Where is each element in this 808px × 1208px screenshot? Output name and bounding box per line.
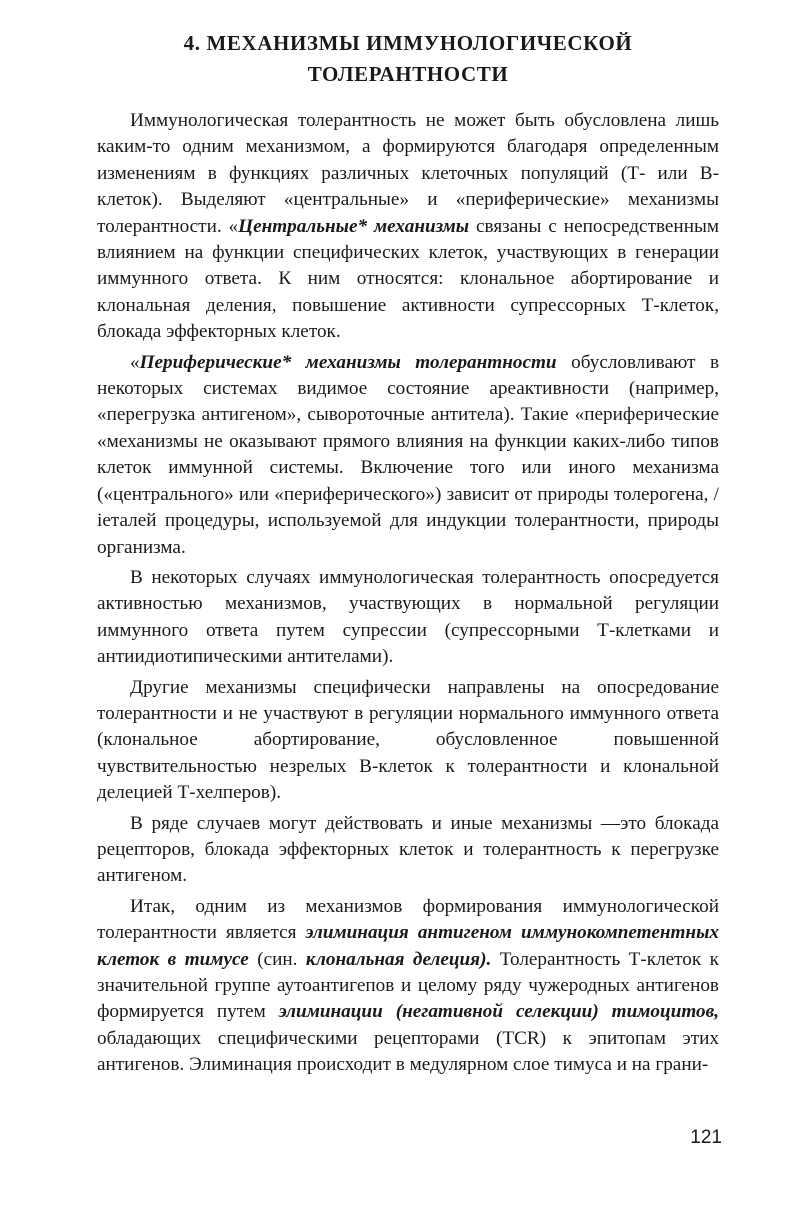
text-run: обладающих специфическими рецепторами (TCR) к эпитопам этих антигенов. Элиминация происходит в медулярном слое тимуса и на грани- xyxy=(97,1027,719,1076)
chapter-heading-line-2: ТОЛЕРАНТНОСТИ xyxy=(307,62,509,86)
emphasized-term: клональная делеция). xyxy=(305,948,492,970)
text-run: « xyxy=(130,351,140,373)
text-run: Иммунологическая толерантность не может быть обусловлена лишь каким-то одним механизмом, а формируются благодаря определенным изменениям в функциях различных клеточных популяций (Т- или В-клеток). Выделяют «центральные» и «периферические» механизмы толерантности. « xyxy=(97,110,719,237)
text-run: Толерантность Т-клеток к значительной группе аутоантигепов и целому ряду чужеродных антигенов формируется путем xyxy=(97,948,720,1023)
text-run: (син. xyxy=(248,948,306,970)
book-page xyxy=(97,28,719,1083)
text-run: В некоторых случаях иммунологическая толерантность опосредуется активностью механизмов, участвующих в нормальной регуляции иммунного ответа путем супрессии (супрессорными Т-клетками и антиидиотипическими антителами). xyxy=(97,566,719,668)
paragraph-2 xyxy=(97,350,719,561)
chapter-heading xyxy=(97,28,719,90)
body-text xyxy=(97,108,719,1079)
emphasized-term: Периферические* механизмы толерантности xyxy=(139,351,557,373)
paragraph-4 xyxy=(97,675,719,807)
page-number: 121 xyxy=(690,1127,722,1148)
text-run: Итак, одним из механизмов формирования иммунологической толерантности является xyxy=(97,895,719,944)
text-run: В ряде случаев могут действовать и иные механизмы —это блокада рецепторов, блокада эффекторных клеток и толерантность к перегрузке антигеном. xyxy=(97,812,719,887)
text-run: Другие механизмы специфически направлены на опосредование толерантности и не участвуют в регуляции нормального иммунного ответа (клональное абортирование, обусловленное повышенной чувствительностью незрелых В-клеток к толерантности и клональной делецией Т-хелперов). xyxy=(97,676,719,804)
paragraph-6 xyxy=(97,894,719,1079)
text-run: связаны с непосредственным влиянием на функции специфических клеток, участвующих в генерации иммунного ответа. К ним относятся: клональное абортирование и клональная деления, повышение активности супрессорных Т-клеток, блокада эффекторных клеток. xyxy=(97,215,719,343)
paragraph-5 xyxy=(97,811,719,890)
paragraph-3 xyxy=(97,565,719,671)
emphasized-term: элиминации (негативной селекции) тимоцитов, xyxy=(278,1001,719,1023)
paragraph-1 xyxy=(97,108,719,346)
chapter-heading-line-1: 4. МЕХАНИЗМЫ ИММУНОЛОГИЧЕСКОЙ xyxy=(183,31,633,55)
emphasized-term: элиминация антигеном иммунокомпетентных клеток в тимусе xyxy=(97,922,719,970)
emphasized-term: Центральные* механизмы xyxy=(238,215,470,237)
text-run: обусловливают в некоторых системах видимое состояние ареактивности (например, «перегрузка антигеном», сывороточные антитела). Такие «периферические «механизмы не оказывают прямого влияния на функции каких-либо типов клеток иммунной системы. Включение того или иного механизма («центрального» или «периферического») зависит от природы толерогена, /іеталей процедуры, используемой для индукции толерантности, природы организма. xyxy=(97,351,720,558)
